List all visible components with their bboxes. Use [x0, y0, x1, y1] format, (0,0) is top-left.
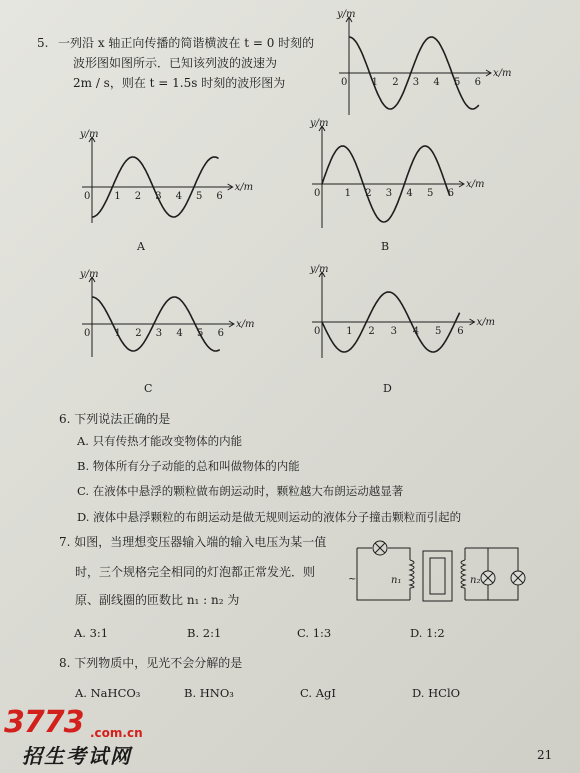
q5-graph-d-tick-1: 1	[346, 326, 353, 337]
q5-graph-a-tick-1: 1	[114, 191, 121, 202]
q5-graph-d-tick-0: 0	[314, 326, 321, 337]
q5-graph-b-tick-4: 4	[406, 188, 413, 199]
q8-option-d: D. HClO	[412, 686, 461, 700]
q5-graph-d-y-label: y/m	[310, 264, 329, 275]
q5-graph-c-tick-0: 0	[84, 328, 91, 339]
q5-graph-d-tick-2: 2	[368, 326, 375, 337]
q7-line1: 7. 如图，当理想变压器输入端的输入电压为某一值	[59, 535, 327, 549]
q7-option-c: C. 1:3	[297, 626, 332, 640]
primary-coil-label: n₁	[391, 575, 402, 586]
q5-graph-c-tick-6: 6	[217, 328, 224, 339]
q5-option-c-label: C	[144, 382, 153, 395]
q5-graph-d-tick-3: 3	[390, 326, 397, 337]
q5-main-graph-tick-1: 1	[371, 77, 378, 88]
q5-graph-d-tick-6: 6	[457, 326, 464, 337]
q8-option-b: B. HNO₃	[184, 686, 234, 700]
q5-graph-d-tick-4: 4	[412, 326, 420, 337]
watermark-brand: 3773	[4, 705, 84, 740]
q5-graph-b-tick-6: 6	[447, 188, 454, 199]
q5-main-graph-y-label: y/m	[337, 9, 356, 20]
q7-line2: 时，三个规格完全相同的灯泡都正常发光．则	[75, 565, 316, 579]
q8-option-a: A. NaHCO₃	[75, 686, 141, 700]
q6-option-a: A. 只有传热才能改变物体的内能	[77, 434, 243, 448]
q5-graph-b-tick-3: 3	[385, 188, 393, 199]
ac-source-symbol: ~	[348, 574, 357, 585]
q5-main-graph-x-label: x/m	[492, 68, 512, 79]
q5-graph-c-tick-5: 5	[197, 328, 204, 339]
q5-main-graph-tick-6: 6	[474, 77, 481, 88]
q5-option-b-label: B	[381, 240, 390, 253]
q7-option-d: D. 1:2	[410, 626, 445, 640]
secondary-coil-label: n₂	[470, 575, 481, 586]
q5-graph-b-tick-0: 0	[314, 188, 321, 199]
q5-graph-b-y-label: y/m	[310, 118, 329, 129]
q5-option-a-label: A	[137, 240, 145, 253]
q7-option-b: B. 2:1	[187, 626, 222, 640]
q5-graph-a-tick-4: 4	[175, 191, 182, 202]
q5-graph-d-x-label: x/m	[476, 317, 496, 328]
q5-graph-c-x-label: x/m	[235, 319, 255, 330]
q5-option-d-label: D	[383, 382, 392, 395]
q5-line1: 一列沿 x 轴正向传播的简谐横波在 t = 0 时刻的	[58, 36, 315, 50]
q5-graph-a-tick-2: 2	[134, 191, 142, 202]
q5-graph-a-x-label: x/m	[234, 182, 254, 193]
q7-line3: 原、副线圈的匝数比 n₁ : n₂ 为	[75, 593, 240, 607]
q5-graph-a-tick-5: 5	[196, 191, 203, 202]
q6-option-c: C. 在液体中悬浮的颗粒做布朗运动时，颗粒越大布朗运动越显著	[77, 484, 404, 498]
q5-main-graph-tick-0: 0	[341, 77, 348, 88]
q5-graph-d-tick-5: 5	[435, 326, 442, 337]
q5-main-graph-tick-3: 3	[412, 77, 420, 88]
q5-main-graph-tick-2: 2	[392, 77, 399, 88]
q5-line3: 2m / s，则在 t = 1.5s 时刻的波形图为	[73, 76, 286, 90]
q5-graph-a-tick-3: 3	[155, 191, 162, 202]
q6-option-d: D. 液体中悬浮颗粒的布朗运动是做无规则运动的液体分子撞击颗粒而引起的	[77, 510, 462, 524]
q5-graph-c-y-label: y/m	[80, 269, 99, 280]
q5-graph-b-tick-1: 1	[344, 188, 351, 199]
q5-graph-c-tick-3: 3	[155, 328, 163, 339]
q5-main-graph-tick-4: 4	[433, 77, 440, 88]
q6-stem: 6. 下列说法正确的是	[59, 412, 171, 426]
q7-option-a: A. 3:1	[74, 626, 109, 640]
q6-option-b: B. 物体所有分子动能的总和叫做物体的内能	[77, 459, 300, 473]
q8-option-c: C. AgI	[300, 686, 336, 700]
q5-graph-c-tick-4: 4	[176, 328, 183, 339]
q5-graph-c-tick-1: 1	[114, 328, 121, 339]
q5-graph-b-tick-2: 2	[365, 188, 372, 199]
page-number: 21	[537, 748, 553, 762]
q5-main-graph-tick-5: 5	[454, 77, 461, 88]
q5-graph-a-tick-6: 6	[216, 191, 223, 202]
q5-graph-a-tick-0: 0	[84, 191, 91, 202]
q5-graph-c-tick-2: 2	[135, 328, 142, 339]
q5-line2: 波形图如图所示．已知该列波的波速为	[73, 56, 278, 70]
q5-graph-b-tick-5: 5	[427, 188, 434, 199]
q8-stem: 8. 下列物质中，见光不会分解的是	[59, 656, 243, 670]
q5-graph-b-x-label: x/m	[465, 179, 485, 190]
watermark-domain: .com.cn	[90, 726, 143, 740]
watermark-tagline: 招生考试网	[22, 744, 132, 768]
q5-graph-a-y-label: y/m	[80, 129, 99, 140]
q5-number: 5.	[37, 36, 49, 50]
